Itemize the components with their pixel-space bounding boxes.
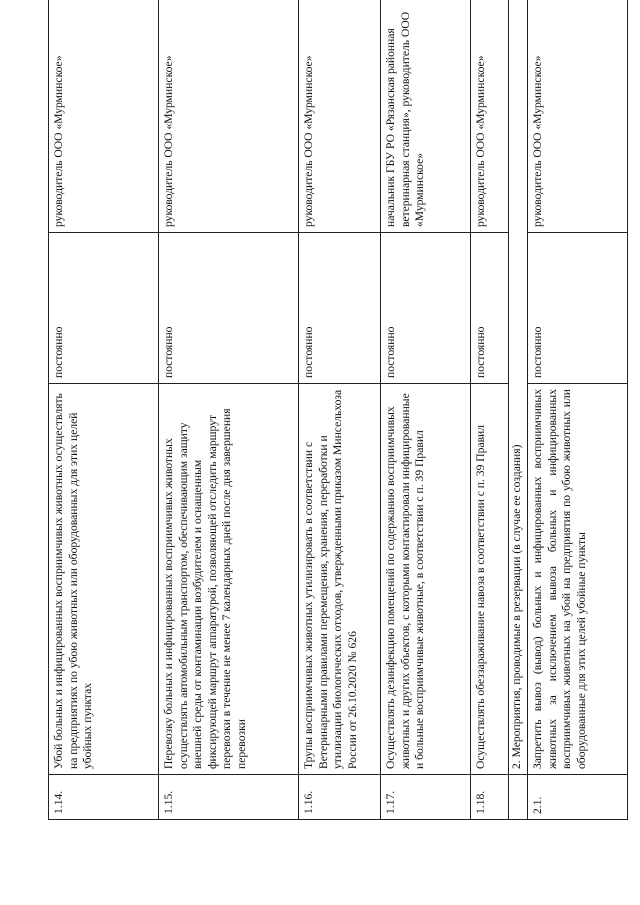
table-row [49, 0, 159, 820]
row-number: 1.14. [49, 775, 159, 820]
row-description: Перевозку больных и инфицированных восприимчивых животных осуществлять автомобильным транспортом, обеспечивающим защиту внешней среды от контаминации возбудителем и оснащенным фиксирующей маршрут аппаратурой, позволяющей отследить маршрут перевозки в течение не менее 7 календарных дней после дня завершения перевозки [159, 384, 299, 775]
row-responsible: руководитель ООО «Мурминское» [471, 0, 509, 233]
row-term: постоянно [49, 233, 159, 384]
row-description: Трупы восприимчивых животных утилизировать в соответствии с Ветеринарными правилами перемещения, хранения, переработки и утилизации биологических отходов, утвержденными приказом Минсельхоза России от 26.10.2020 № 626 [299, 384, 381, 775]
section-number-cell [509, 775, 528, 820]
row-description: Осуществлять обеззараживание навоза в соответствии с п. 39 Правил [471, 384, 509, 775]
row-responsible: руководитель ООО «Мурминское» [528, 0, 628, 233]
table-row [381, 0, 471, 820]
row-number: 1.15. [159, 775, 299, 820]
table-row [528, 0, 628, 820]
measures-table [48, 0, 628, 820]
row-term: постоянно [471, 233, 509, 384]
row-number: 1.16. [299, 775, 381, 820]
table-row [159, 0, 299, 820]
section-title: 2. Мероприятия, проводимые в резервации (в случае ее создания) [509, 0, 528, 775]
table-row [471, 0, 509, 820]
row-term: постоянно [159, 233, 299, 384]
row-number: 1.17. [381, 775, 471, 820]
row-term: постоянно [381, 233, 471, 384]
row-term: постоянно [528, 233, 628, 384]
row-term: постоянно [299, 233, 381, 384]
row-responsible: руководитель ООО «Мурминское» [159, 0, 299, 233]
table-row [299, 0, 381, 820]
row-number: 2.1. [528, 775, 628, 820]
row-description: Убой больных и инфицированных восприимчивых животных осуществлять на предприятиях по убою животных или оборудованных для этих целей убойных пунктах [49, 384, 159, 775]
row-responsible: руководитель ООО «Мурминское» [299, 0, 381, 233]
measures-table-rotated [48, 11, 628, 820]
row-number: 1.18. [471, 775, 509, 820]
section-header-row [509, 0, 528, 820]
row-responsible: начальник ГБУ РО «Рязанская районная ветеринарная станция», руководитель ООО «Мурминское» [381, 0, 471, 233]
row-responsible: руководитель ООО «Мурминское» [49, 0, 159, 233]
row-description: Запретить вывоз (вывод) больных и инфицированных восприимчивых животных за исключением вывоза больных и инфицированных восприимчивых животных на убой на предприятия по убою животных или оборудованные для этих целей убойные пункты [528, 384, 628, 775]
row-description: Осуществлять дезинфекцию помещений по содержанию восприимчивых животных и других объектов, с которыми контактировали инфицированные и больные восприимчивые животные, в соответствии с п. 39 Правил [381, 384, 471, 775]
